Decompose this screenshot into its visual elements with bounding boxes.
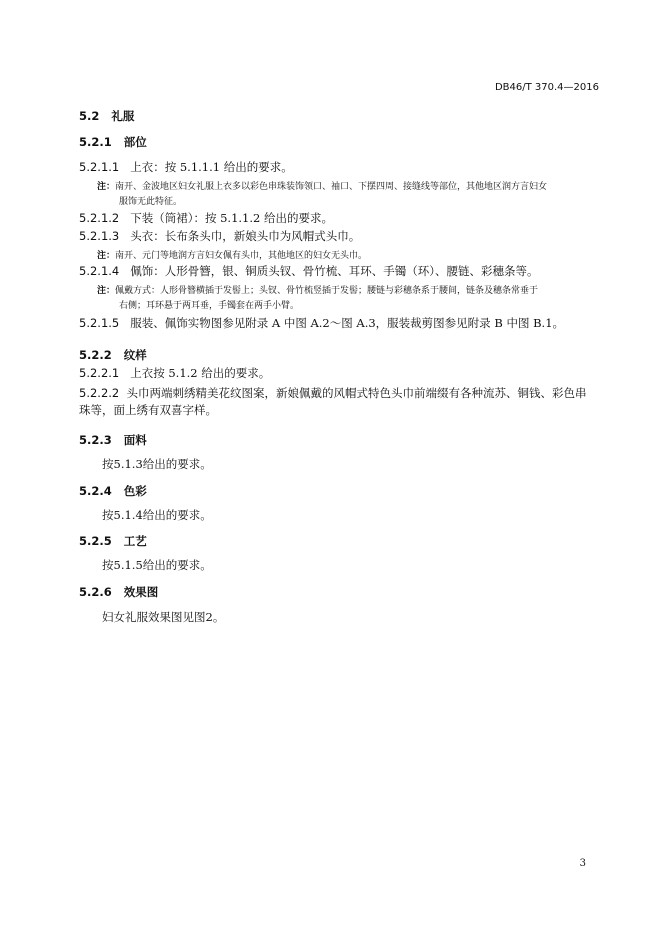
section-number: 5.2.4 [79,484,112,498]
clause-5-2-2-2 [79,385,587,401]
note-text-line2: 服饰无此特征。 [119,197,183,207]
note-3-continued [119,298,299,311]
section-5-2-1-heading [79,134,147,150]
clause-number: 5.2.2.2 [79,386,120,400]
clause-text: 上衣按 5.1.2 给出的要求。 [130,366,271,380]
section-number: 5.2 [79,109,100,123]
note-1 [97,179,547,192]
note-text-line1: 南开、金波地区妇女礼服上衣多以彩色串珠装饰领口、袖口、下摆四周、接缝线等部位，其他地区润方言妇女 [115,182,548,192]
section-title: 效果图 [123,585,159,599]
section-5-2-6-body: 妇女礼服效果图见图2。 [102,610,225,624]
section-number: 5.2.2 [79,348,112,362]
note-1-continued [119,194,182,207]
section-5-2-4-body: 按5.1.4给出的要求。 [102,508,212,522]
clause-text-line1: 头巾两端刺绣精美花纹图案，新娘佩戴的风帽式特色头巾前端缀有各种流苏、铜钱、彩色串 [126,386,587,400]
note-2 [97,248,367,261]
clause-5-2-1-5 [79,315,564,331]
section-5-2-3-heading [79,432,147,448]
page-number: 3 [579,858,586,869]
note-label: 注： [97,286,116,296]
clause-5-2-2-2-continued [79,402,217,418]
section-title: 色彩 [123,484,147,498]
section-5-2-2-heading [79,347,147,363]
section-5-2-heading [79,108,134,124]
note-label: 注： [97,182,116,192]
note-text-line1: 佩戴方式：人形骨簪横插于发髻上；头钗、骨竹梳竖插于发髻；腰链与彩穗条系于腰间，链条及穗条常垂于 [115,286,539,296]
clause-5-2-1-1 [79,159,293,175]
section-title: 纹样 [123,348,147,362]
section-number: 5.2.6 [79,585,112,599]
section-5-2-6-heading [79,584,158,600]
clause-text: 头衣：长布条头巾，新娘头巾为风帽式头巾。 [130,229,361,243]
clause-number: 5.2.1.1 [79,160,120,174]
section-5-2-5-heading [79,533,147,549]
note-text-line2: 右侧；耳环悬于两耳垂，手镯套在两手小臂。 [119,301,300,311]
clause-number: 5.2.1.5 [79,316,120,330]
section-title: 工艺 [123,534,147,548]
section-number: 5.2.3 [79,433,112,447]
section-5-2-3-body: 按5.1.3给出的要求。 [102,457,212,471]
clause-5-2-1-2 [79,210,333,226]
clause-number: 5.2.1.4 [79,264,120,278]
section-title: 礼服 [111,109,135,123]
section-title: 面料 [123,433,147,447]
clause-number: 5.2.1.2 [79,211,120,225]
clause-text: 服装、佩饰实物图参见附录 A 中图 A.2～图 A.3，服装裁剪图参见附录 B 中图 B.1。 [130,316,565,330]
clause-5-2-2-1 [79,365,270,381]
section-number: 5.2.1 [79,135,112,149]
note-text-line1: 南开、元门等地润方言妇女佩有头巾，其他地区的妇女无头巾。 [115,251,368,261]
document-code: DB46/T 370.4—2016 [494,82,599,93]
note-label: 注： [97,251,116,261]
clause-number: 5.2.1.3 [79,229,120,243]
clause-5-2-1-4 [79,263,538,279]
clause-5-2-1-3 [79,228,360,244]
clause-text-line2: 珠等，面上绣有双喜字样。 [79,403,217,417]
clause-number: 5.2.2.1 [79,366,120,380]
section-number: 5.2.5 [79,534,112,548]
section-5-2-5-body: 按5.1.5给出的要求。 [102,558,212,572]
note-3 [97,283,538,296]
clause-text: 佩饰：人形骨簪，银、铜质头钗、骨竹梳、耳环、手镯（环）、腰链、彩穗条等。 [130,264,539,278]
section-5-2-4-heading [79,483,147,499]
clause-text: 上衣：按 5.1.1.1 给出的要求。 [130,160,293,174]
clause-text: 下装（筒裙）：按 5.1.1.2 给出的要求。 [130,211,333,225]
section-title: 部位 [123,135,147,149]
